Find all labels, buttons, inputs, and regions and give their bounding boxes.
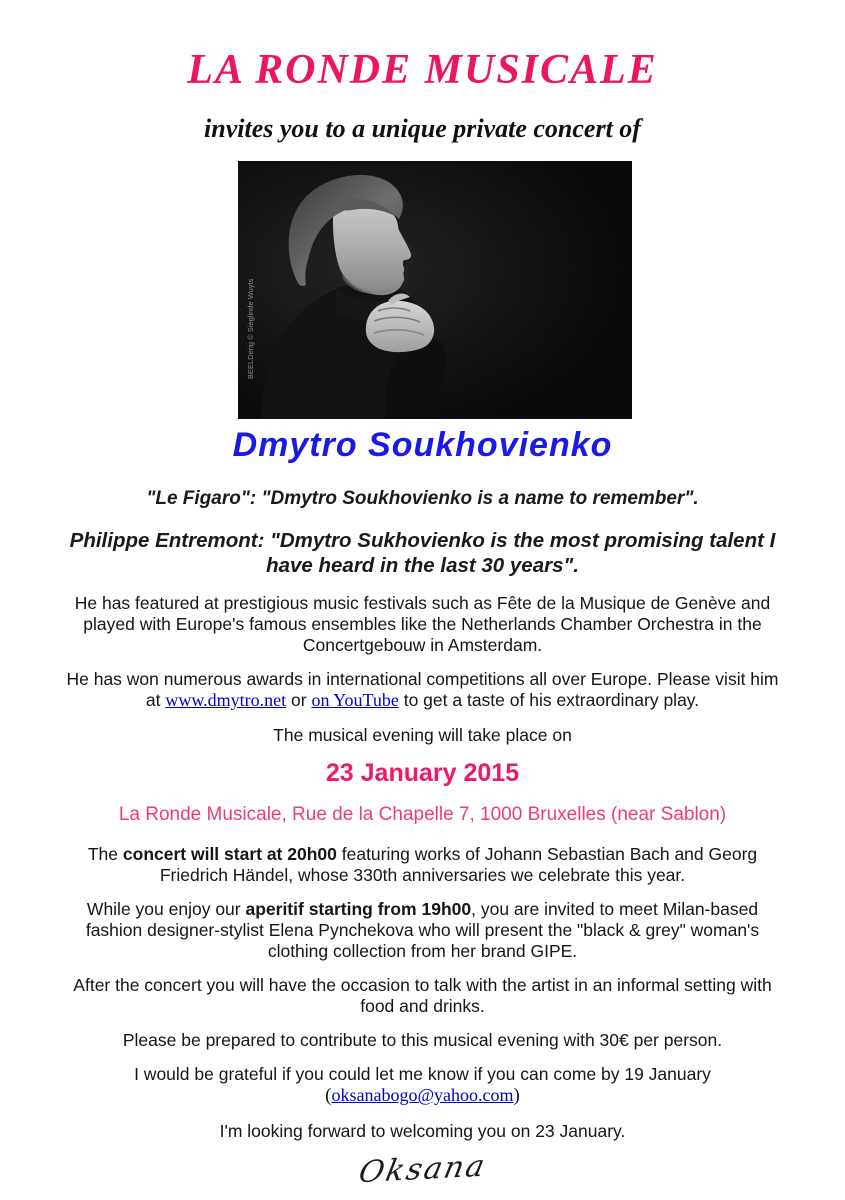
- event-date: 23 January 2015: [325, 758, 520, 787]
- youtube-link[interactable]: on YouTube: [311, 690, 399, 711]
- event-venue: La Ronde Musicale, Rue de la Chapelle 7, 1000 Bruxelles (near Sablon): [118, 803, 727, 825]
- closing-paragraph: I'm looking forward to welcoming you on 23 January.: [219, 1121, 626, 1142]
- signature: [0, 1148, 845, 1191]
- rsvp-text: I would be grateful if you could let me know if you can come by 19 January: [134, 1064, 711, 1085]
- figaro-quote: "Le Figaro": "Dmytro Soukhovienko is a name to remember".: [146, 487, 699, 509]
- awards-text-before: He has won numerous awards in international competitions all over Europe. Please visit him at: [66, 669, 779, 711]
- concert-text-after: featuring works of Johann Sebastian Bach and Georg Friedrich Händel, whose 330th anniversaries we celebrate this year.: [159, 844, 758, 886]
- aperitif-text-before: While you enjoy our: [86, 899, 246, 920]
- concert-text-before: The: [87, 844, 123, 865]
- evening-intro: The musical evening will take place on: [273, 724, 572, 745]
- artist-photo: [238, 161, 632, 419]
- contribution-paragraph: Please be prepared to contribute to this musical evening with 30€ per person.: [122, 1030, 723, 1051]
- aperitif-paragraph: [58, 899, 788, 962]
- rsvp-paragraph: [58, 1064, 788, 1108]
- artist-photo-image: [238, 161, 632, 419]
- email-link[interactable]: oksanabogo@yahoo.com: [331, 1085, 514, 1106]
- concert-start-time: concert will start at 20h00: [122, 844, 337, 865]
- subtitle: invites you to a unique private concert of: [204, 114, 641, 144]
- rsvp-open-paren: (: [325, 1085, 332, 1107]
- awards-text-between: or: [286, 690, 312, 711]
- dmytro-site-link[interactable]: www.dmytro.net: [165, 690, 287, 711]
- aperitif-start-time: aperitif starting from 19h00: [245, 899, 472, 920]
- entremont-quote: Philippe Entremont: "Dmytro Sukhovienko is the most promising talent I have heard in the last 30 years".: [69, 528, 776, 578]
- artist-name: Dmytro Soukhovienko: [232, 426, 613, 465]
- concert-paragraph: [58, 844, 788, 886]
- aperitif-text-after: , you are invited to meet Milan-based fashion designer-stylist Elena Pynchekova who will present the "black & grey" woman's clothing collection from her brand GIPE.: [85, 899, 760, 962]
- signature-text: Oksana: [355, 1148, 490, 1191]
- page-title: LA RONDE MUSICALE: [187, 47, 658, 93]
- after-concert-paragraph: After the concert you will have the occasion to talk with the artist in an informal setting with food and drinks.: [73, 975, 772, 1017]
- festivals-paragraph: He has featured at prestigious music festivals such as Fête de la Musique de Genève and played with Europe's famous ensembles like the Netherlands Chamber Orchestra in the Concertgebouw in Amsterdam.: [74, 593, 771, 656]
- awards-paragraph: [58, 669, 788, 712]
- rsvp-close-paren: ): [513, 1085, 520, 1107]
- photo-credit: BEELDerig © Sieglinde Wuyts: [245, 278, 255, 380]
- awards-text-after: to get a taste of his extraordinary play.: [398, 690, 700, 711]
